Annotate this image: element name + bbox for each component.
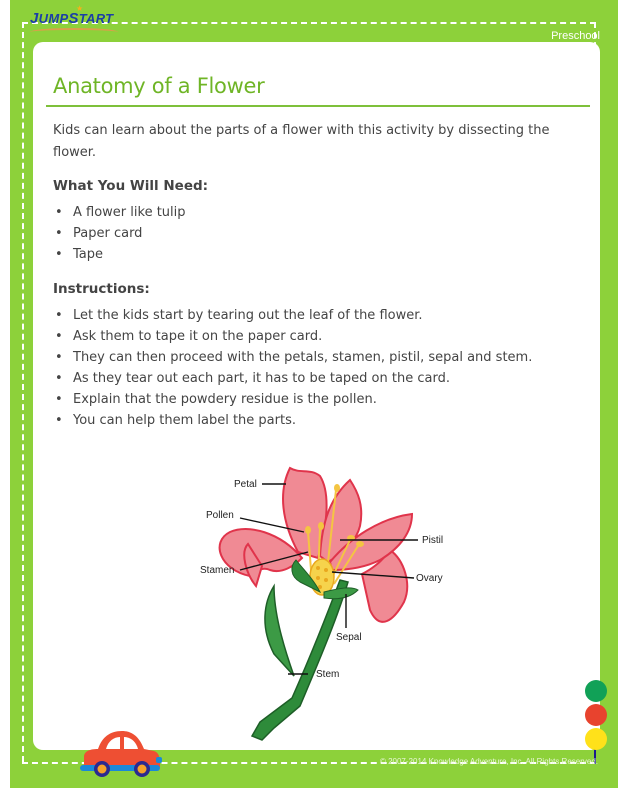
list-item [53, 244, 583, 265]
bullet: • [55, 392, 63, 407]
list-item-text: Paper card [73, 226, 143, 241]
list-item [53, 347, 583, 368]
logo-letters: TART [78, 11, 114, 26]
list-item [53, 368, 583, 389]
instructions-list [53, 305, 583, 431]
list-item [53, 223, 583, 244]
bullet: • [55, 205, 63, 220]
intro-text: Kids can learn about the parts of a flower with this activity by dissecting the flower. [53, 123, 550, 160]
jumpstart-logo[interactable] [30, 10, 113, 27]
list-item [53, 202, 583, 223]
list-item-text: Tape [73, 247, 104, 262]
worksheet-content [53, 120, 583, 431]
bullet: • [55, 350, 63, 365]
list-item-text: Ask them to tape it on the paper card. [73, 329, 323, 344]
dashed-road-left [22, 22, 24, 762]
label-stamen: Stamen [200, 565, 235, 576]
label-pollen: Pollen [206, 510, 234, 521]
list-item-text: You can help them label the parts. [73, 413, 296, 428]
star-icon: ★ [76, 4, 84, 13]
bullet: • [55, 371, 63, 386]
yellow-light-icon [585, 728, 607, 750]
needs-heading: What You Will Need: [53, 178, 209, 194]
bullet: • [55, 226, 63, 241]
label-petal: Petal [234, 479, 257, 490]
list-item [53, 389, 583, 410]
label-pistil: Pistil [422, 535, 444, 546]
logo-swoosh [30, 28, 118, 36]
needs-list [53, 202, 583, 265]
list-item [53, 326, 583, 347]
list-item-text: Explain that the powdery residue is the pollen. [73, 392, 377, 407]
copyright-text: © 2007-2014 Knowledge Adventure, Inc. All Rights Reserved. [379, 757, 598, 766]
instructions-heading: Instructions: [53, 281, 150, 297]
list-item [53, 410, 583, 431]
bullet: • [55, 329, 63, 344]
logo-letter: J [30, 10, 39, 27]
logo-letters: UMP [38, 11, 69, 26]
title-divider [46, 105, 590, 107]
car-icon [78, 727, 164, 779]
grade-label: Preschool [551, 30, 600, 42]
logo-letter: S [68, 10, 79, 27]
list-item-text: As they tear out each part, it has to be taped on the card. [73, 371, 450, 386]
leaf [265, 586, 294, 676]
bullet: • [55, 308, 63, 323]
list-item-text: They can then proceed with the petals, stamen, pistil, sepal and stem. [73, 350, 533, 365]
label-ovary: Ovary [416, 573, 443, 584]
ovary [310, 559, 334, 595]
bullet: • [55, 413, 63, 428]
bullet: • [55, 247, 63, 262]
list-item [53, 305, 583, 326]
label-sepal: Sepal [336, 632, 362, 643]
label-stem: Stem [316, 669, 340, 680]
red-light-icon [585, 704, 607, 726]
green-light-icon [585, 680, 607, 702]
page-title: Anatomy of a Flower [53, 74, 265, 98]
list-item-text: Let the kids start by tearing out the leaf of the flower. [73, 308, 423, 323]
flower-diagram [190, 462, 470, 742]
list-item-text: A flower like tulip [73, 205, 186, 220]
